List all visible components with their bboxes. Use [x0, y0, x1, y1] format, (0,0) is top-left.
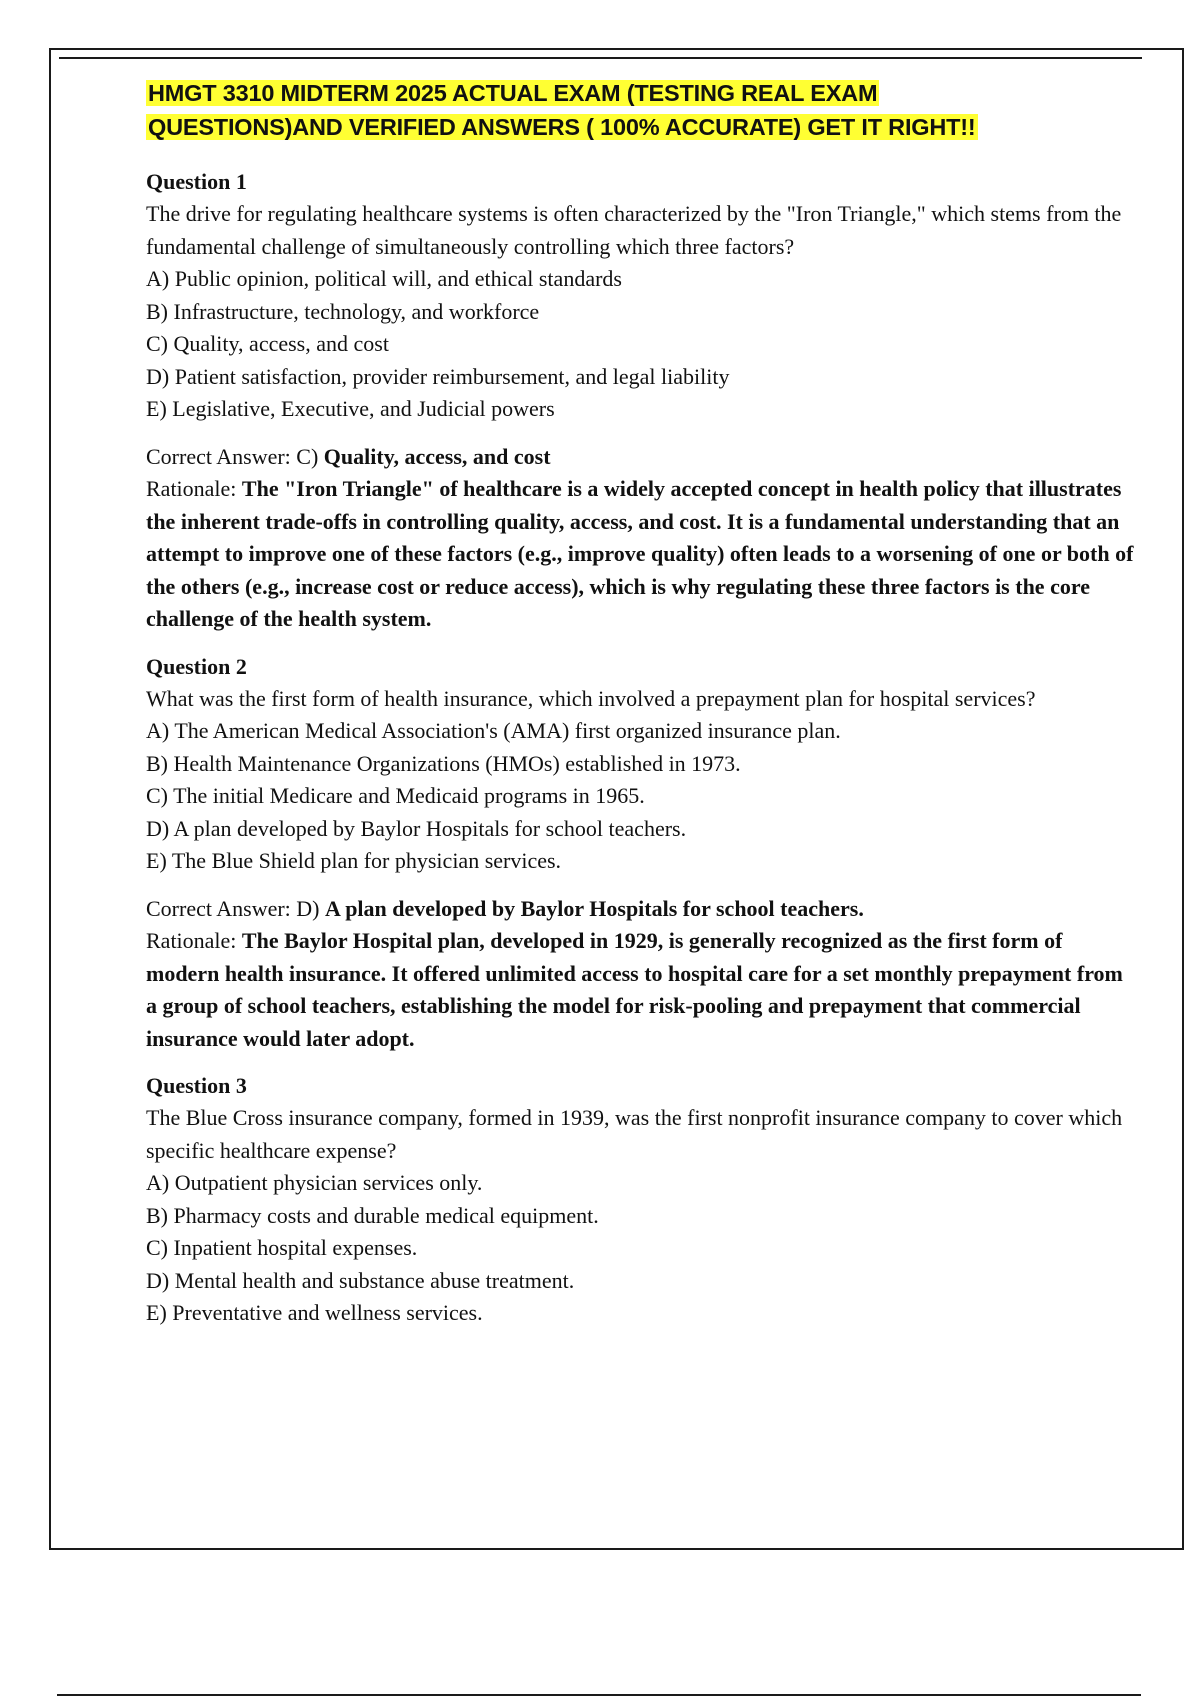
option-e: E) Legislative, Executive, and Judicial powers	[146, 396, 555, 421]
bottom-rule	[57, 1694, 1141, 1696]
question-1	[146, 166, 1136, 636]
correct-answer-prefix: Correct Answer: D)	[146, 895, 326, 921]
rationale-prefix: Rationale:	[146, 928, 242, 953]
option-b: B) Pharmacy costs and durable medical equipment.	[146, 1202, 599, 1228]
question-heading: Question 1	[146, 169, 247, 194]
rationale-prefix: Rationale:	[146, 476, 242, 501]
rationale-text: The "Iron Triangle" of healthcare is a widely accepted concept in health policy that illustrates the inherent trade-offs in controlling quality, access, and cost. It is a fundamental understanding that an attempt to improve one of these factors (e.g., improve quality) often leads to a worsening of one or both of the others (e.g., increase cost or reduce access), which is why regulating these three factors is the core challenge of the health system.	[146, 476, 1134, 631]
option-c: C) Quality, access, and cost	[146, 331, 389, 356]
option-d: D) Patient satisfaction, provider reimbursement, and legal liability	[146, 363, 730, 389]
correct-answer	[146, 893, 1136, 926]
question-3	[146, 1070, 1136, 1330]
title-line-2: QUESTIONS)AND VERIFIED ANSWERS ( 100% ACCURATE) GET IT RIGHT!!	[148, 114, 976, 140]
top-rule	[59, 57, 1142, 59]
option-b: B) Infrastructure, technology, and workforce	[146, 298, 540, 324]
document-content	[146, 76, 1136, 1330]
correct-answer-text: A plan developed by Baylor Hospitals for school teachers.	[325, 895, 864, 921]
answer-options	[146, 263, 1136, 426]
question-2	[146, 651, 1136, 1056]
rationale	[146, 925, 1136, 1055]
option-d: D) Mental health and substance abuse treatment.	[146, 1267, 575, 1293]
option-b: B) Health Maintenance Organizations (HMOs) established in 1973.	[146, 750, 741, 776]
option-a: A) Public opinion, political will, and ethical standards	[146, 266, 622, 291]
option-a: A) Outpatient physician services only.	[146, 1170, 483, 1195]
question-text: The Blue Cross insurance company, formed in 1939, was the first nonprofit insurance company to cover which specific healthcare expense?	[146, 1105, 1123, 1163]
answer-options	[146, 715, 1136, 878]
answer-options	[146, 1167, 1136, 1330]
option-d: D) A plan developed by Baylor Hospitals for school teachers.	[146, 815, 687, 841]
document-title	[146, 76, 1136, 144]
question-text: The drive for regulating healthcare systems is often characterized by the "Iron Triangle," which stems from the fundamental challenge of simultaneously controlling which three factors?	[146, 201, 1122, 259]
option-c: C) Inpatient hospital expenses.	[146, 1235, 418, 1260]
option-c: C) The initial Medicare and Medicaid programs in 1965.	[146, 783, 645, 808]
correct-answer-text: Quality, access, and cost	[323, 443, 551, 469]
question-heading: Question 2	[146, 653, 247, 679]
rationale-text: The Baylor Hospital plan, developed in 1929, is generally recognized as the first form of modern health insurance. It offered unlimited access to hospital care for a set monthly prepayment from a group of school teachers, establishing the model for risk-pooling and prepayment that commercial insurance would later adopt.	[146, 928, 1123, 1051]
correct-answer-prefix: Correct Answer: C)	[146, 443, 324, 469]
correct-answer	[146, 441, 1136, 474]
question-text: What was the first form of health insurance, which involved a prepayment plan for hospital services?	[146, 685, 1036, 711]
page-frame	[49, 48, 1184, 1550]
option-a: A) The American Medical Association's (AMA) first organized insurance plan.	[146, 718, 841, 743]
title-line-1: HMGT 3310 MIDTERM 2025 ACTUAL EXAM (TESTING REAL EXAM	[148, 80, 878, 106]
question-heading: Question 3	[146, 1073, 247, 1098]
rationale	[146, 473, 1136, 636]
option-e: E) The Blue Shield plan for physician services.	[146, 848, 562, 873]
option-e: E) Preventative and wellness services.	[146, 1300, 483, 1325]
